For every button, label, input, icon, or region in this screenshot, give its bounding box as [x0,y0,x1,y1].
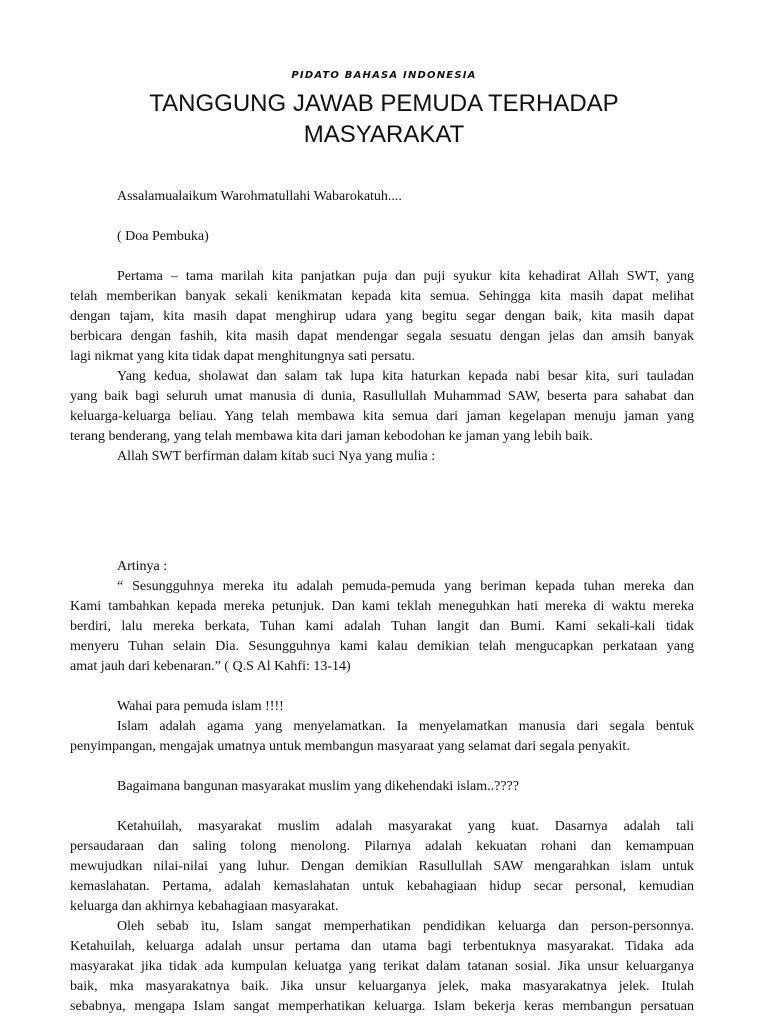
spacer [70,247,694,267]
paragraph-line: Wahai para pemuda islam !!!! [117,699,284,714]
paragraph-line: baik, mka masyarakatnya baik. Jika unsur keluarganya jelek, maka masyarakatnya jelek. Itulah [70,979,694,994]
opening-prayer-line: ( Doa Pembuka) [117,229,209,244]
greeting-line: Assalamualaikum Warohmatullahi Wabarokatuh.... [117,189,402,204]
title-line-1: TANGGUNG JAWAB PEMUDA TERHADAP [149,90,619,117]
spacer [70,207,694,227]
paragraph-line: Islam adalah agama yang menyelamatkan. Ia menyelamatkan manusia dari segala bentuk [117,719,694,734]
translation-line: Kami tambahkan kepada mereka petunjuk. Dan kami teklah meneguhkan hati mereka di waktu mereka [70,599,694,614]
paragraph-line: mewujudkan nilai-nilai yang luhur. Dengan demikian Rasullullah SAW mengarahkan islam untuk [70,859,694,874]
paragraph-line: persaudaraan dan saling tolong menolong. Pilarnya adalah kekuatan rohani dan kemampuan [70,839,694,854]
paragraph-line: penyimpangan, mengajak umatnya untuk membangun masyaraat yang selamat dari segala penyakit. [70,739,630,754]
paragraph-line: lagi nikmat yang kita tidak dapat menghitungnya sati persatu. [70,349,415,364]
document-title [0,88,768,150]
speech-body [70,187,694,1017]
paragraph-line: keluarga dan akhirnya kebahagiaan masyarakat. [70,899,339,914]
paragraph-line: Yang kedua, sholawat dan salam tak lupa kita haturkan kepada nabi besar kita, suri tauladan [117,369,694,384]
paragraph-line: Oleh sebab itu, Islam sangat memperhatikan pendidikan keluarga dan person-personnya. [117,919,694,934]
translation-heading: Artinya : [117,559,168,574]
paragraph-line: terang benderang, yang telah membawa kita dari jaman kebodohan ke jaman yang lebih baik. [70,429,593,444]
spacer [70,677,694,697]
paragraph-line: Ketahuilah, masyarakat muslim adalah masyarakat yang kuat. Dasarnya adalah tali [117,819,694,834]
paragraph-line: masyarakat jika tidak ada kumpulan keluatga yang terikat dalam tatanan sosial. Jika unsur keluarganya [70,959,694,974]
paragraph-line: Ketahuilah, keluarga adalah unsur pertama dan utama bagi terbentuknya masyarakat. Tidaka ada [70,939,694,954]
paragraph-line: dengan tajam, kita masih dapat menghirup udara yang begitu segar dengan baik, kita masih dapat [70,309,694,324]
paragraph-line: kemaslahatan. Pertama, adalah kemaslahatan untuk kebahagiaan hidup secar personal, kemudian [70,879,694,894]
paragraph-line: Allah SWT berfirman dalam kitab suci Nya yang mulia : [117,449,436,464]
translation-line: amat jauh dari kebenaran.” ( Q.S Al Kahfi: 13-14) [70,659,351,674]
paragraph-line: keluarga-keluarga beliau. Yang telah membawa kita semua dari jaman kegelapan menuju jaman yang [70,409,694,424]
paragraph-line: yang baik bagi seluruh umat manusia di dunia, Rasullullah Muhammad SAW, beserta para sahabat dan [70,389,694,404]
document-kicker: PIDATO BAHASA INDONESIA [291,70,477,81]
verse-blank-space [70,467,694,557]
paragraph-line: berbicara dengan fashih, kita masih dapat mendengar segala sesuatu dengan jelas dan amsih banyak [70,329,694,344]
question-line: Bagaimana bangunan masyarakat muslim yang dikehendaki islam..???? [117,779,519,794]
title-line-2: MASYARAKAT [303,121,465,148]
translation-line: menyeru Tuhan selain Dia. Sesungguhnya kami kalau demikian telah mengucapkan perkataan yang [70,639,694,654]
spacer [70,757,694,777]
paragraph-line: sebabnya, mengapa Islam sangat memperhatikan keluarga. Islam bekerja keras membangun persatuan [70,999,694,1014]
paragraph-line: Pertama – tama marilah kita panjatkan puja dan puji syukur kita kehadirat Allah SWT, yang [117,269,694,284]
translation-line: berdiri, lalu mereka berkata, Tuhan kami adalah Tuhan langit dan Bumi. Kami sekali-kali tidak [70,619,694,634]
paragraph-line: telah memberikan banyak sekali kenikmatan kepada kita semua. Sehingga kita masih dapat melihat [70,289,694,304]
translation-line: “ Sesungguhnya mereka itu adalah pemuda-pemuda yang beriman kepada tuhan mereka dan [117,579,694,594]
spacer [70,797,694,817]
